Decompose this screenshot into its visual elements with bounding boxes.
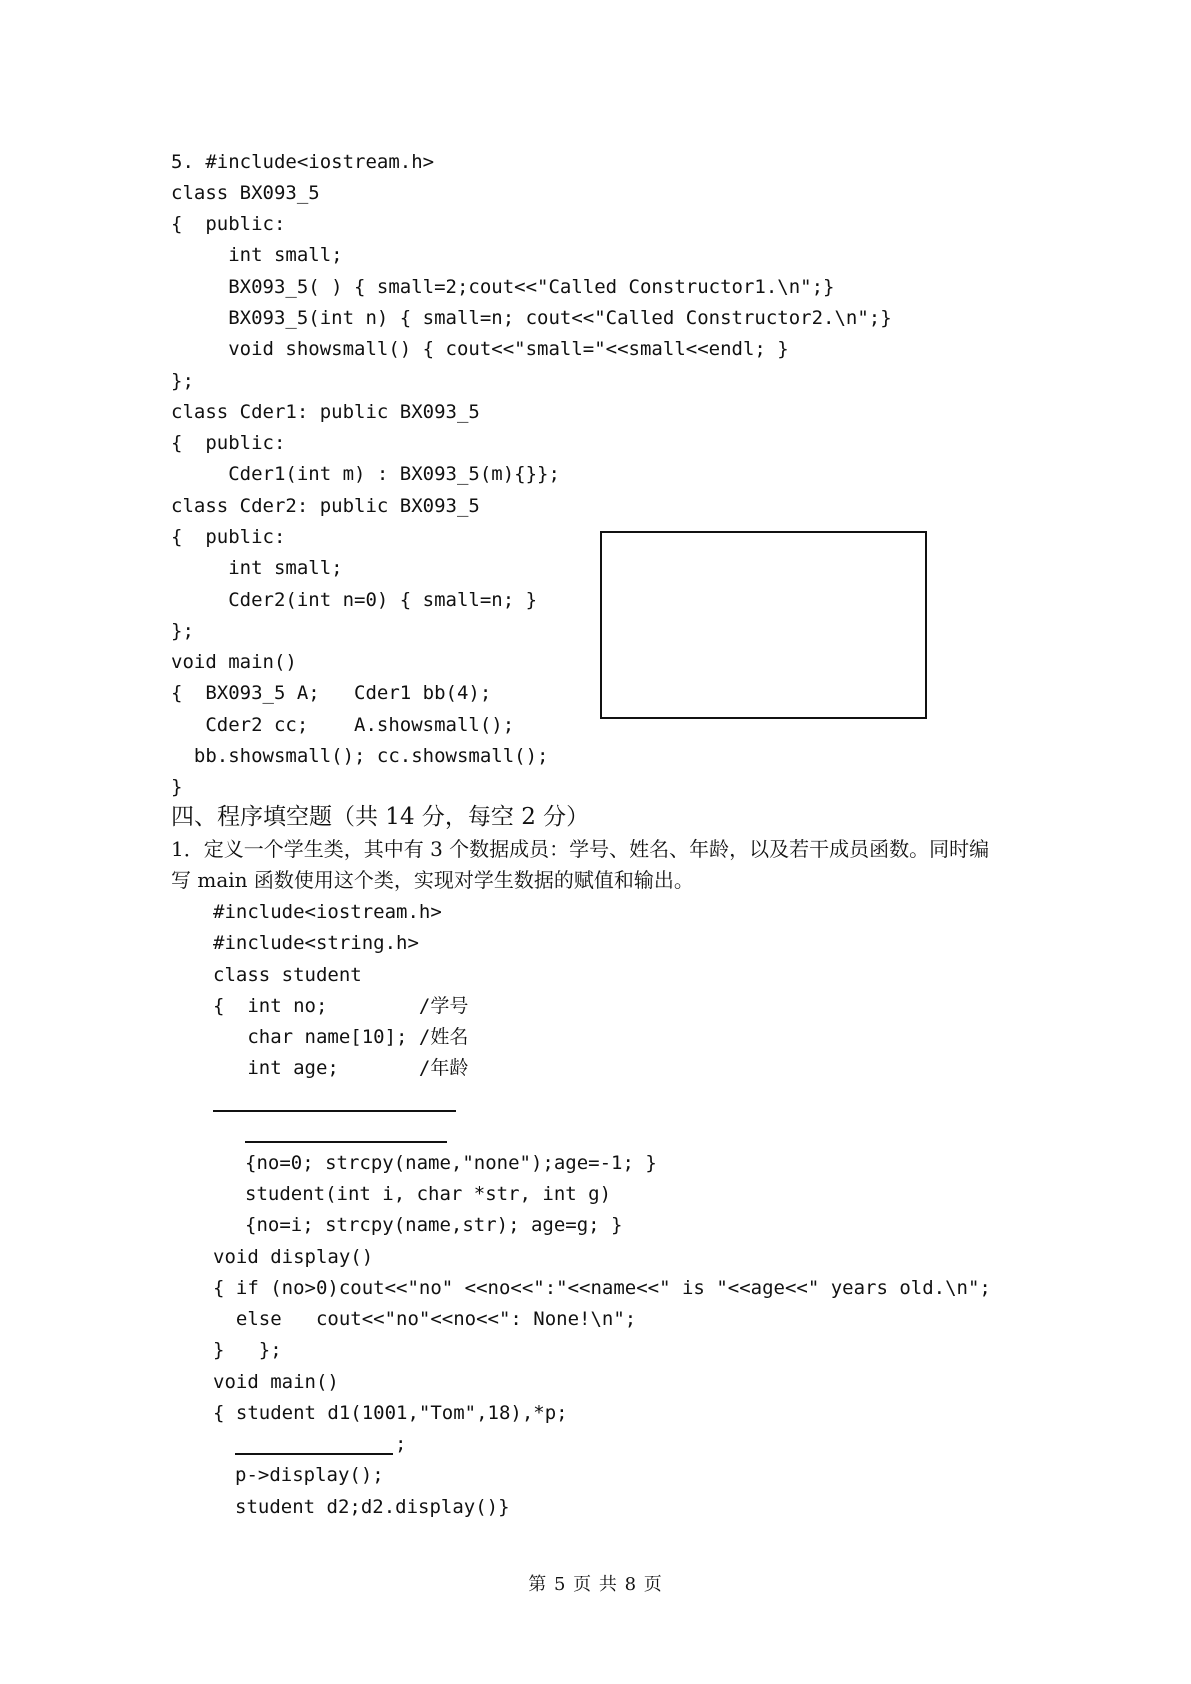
code-line: char name[10]; /姓名 (213, 1026, 469, 1048)
code-line: void main() (171, 651, 297, 673)
fill-blank-2[interactable] (245, 1141, 447, 1143)
code-line: void main() (213, 1371, 339, 1393)
code-line: int small; (171, 557, 343, 579)
code-line: {no=0; strcpy(name,"none");age=-1; } (245, 1152, 657, 1174)
code-line: { public: (171, 526, 286, 548)
code-line: { BX093_5 A; Cder1 bb(4); (171, 682, 492, 704)
fill-blank-1[interactable] (213, 1110, 456, 1112)
code-line: } }; (213, 1339, 282, 1361)
code-line: student d2;d2.display()} (235, 1496, 510, 1518)
question-1-text: 1．定义一个学生类，其中有 3 个数据成员：学号、姓名、年龄，以及若干成员函数。同时编 (171, 837, 990, 861)
code-line: class Cder1: public BX093_5 (171, 401, 480, 423)
code-line: BX093_5(int n) { small=n; cout<<"Called Constructor2.\n";} (171, 307, 892, 329)
code-line: Cder1(int m) : BX093_5(m){}}; (171, 463, 560, 485)
code-line: class Cder2: public BX093_5 (171, 495, 480, 517)
code-line: else cout<<"no"<<no<<": None!\n"; (213, 1308, 637, 1330)
section-heading: 四、程序填空题（共 14 分，每空 2 分） (171, 804, 590, 830)
code-line: #include<string.h> (213, 932, 419, 954)
code-line: Cder2(int n=0) { small=n; } (171, 589, 538, 611)
code-line: { student d1(1001,"Tom",18),*p; (213, 1402, 568, 1424)
code-line: int small; (171, 244, 343, 266)
code-line: ; (395, 1433, 407, 1455)
code-line: bb.showsmall(); cc.showsmall(); (171, 745, 549, 767)
code-line: { public: (171, 213, 286, 235)
code-line: { int no; /学号 (213, 995, 469, 1017)
code-line: #include<iostream.h> (213, 901, 442, 923)
code-line: { if (no>0)cout<<"no" <<no<<":"<<name<<" is "<<age<<" years old.\n"; (213, 1277, 991, 1299)
code-line: p->display(); (235, 1464, 384, 1486)
code-line: class BX093_5 (171, 182, 320, 204)
code-line: 5. #include<iostream.h> (171, 151, 435, 173)
fill-blank-3[interactable] (235, 1453, 393, 1455)
question-1-text: 写 main 函数使用这个类，实现对学生数据的赋值和输出。 (171, 868, 694, 892)
code-line: { public: (171, 432, 286, 454)
code-line: int age; /年龄 (213, 1057, 469, 1079)
page-number: 第 5 页 共 8 页 (528, 1574, 663, 1595)
answer-box[interactable] (600, 531, 927, 719)
code-line: Cder2 cc; A.showsmall(); (171, 714, 515, 736)
code-line: } (171, 776, 183, 798)
code-line: }; (171, 620, 194, 642)
code-line: {no=i; strcpy(name,str); age=g; } (245, 1214, 623, 1236)
code-line: BX093_5( ) { small=2;cout<<"Called Constructor1.\n";} (171, 276, 835, 298)
code-line: student(int i, char *str, int g) (245, 1183, 612, 1205)
code-line: }; (171, 370, 194, 392)
code-line: void showsmall() { cout<<"small="<<small<<endl; } (171, 338, 789, 360)
code-line: void display() (213, 1246, 374, 1268)
code-line: class student (213, 964, 362, 986)
